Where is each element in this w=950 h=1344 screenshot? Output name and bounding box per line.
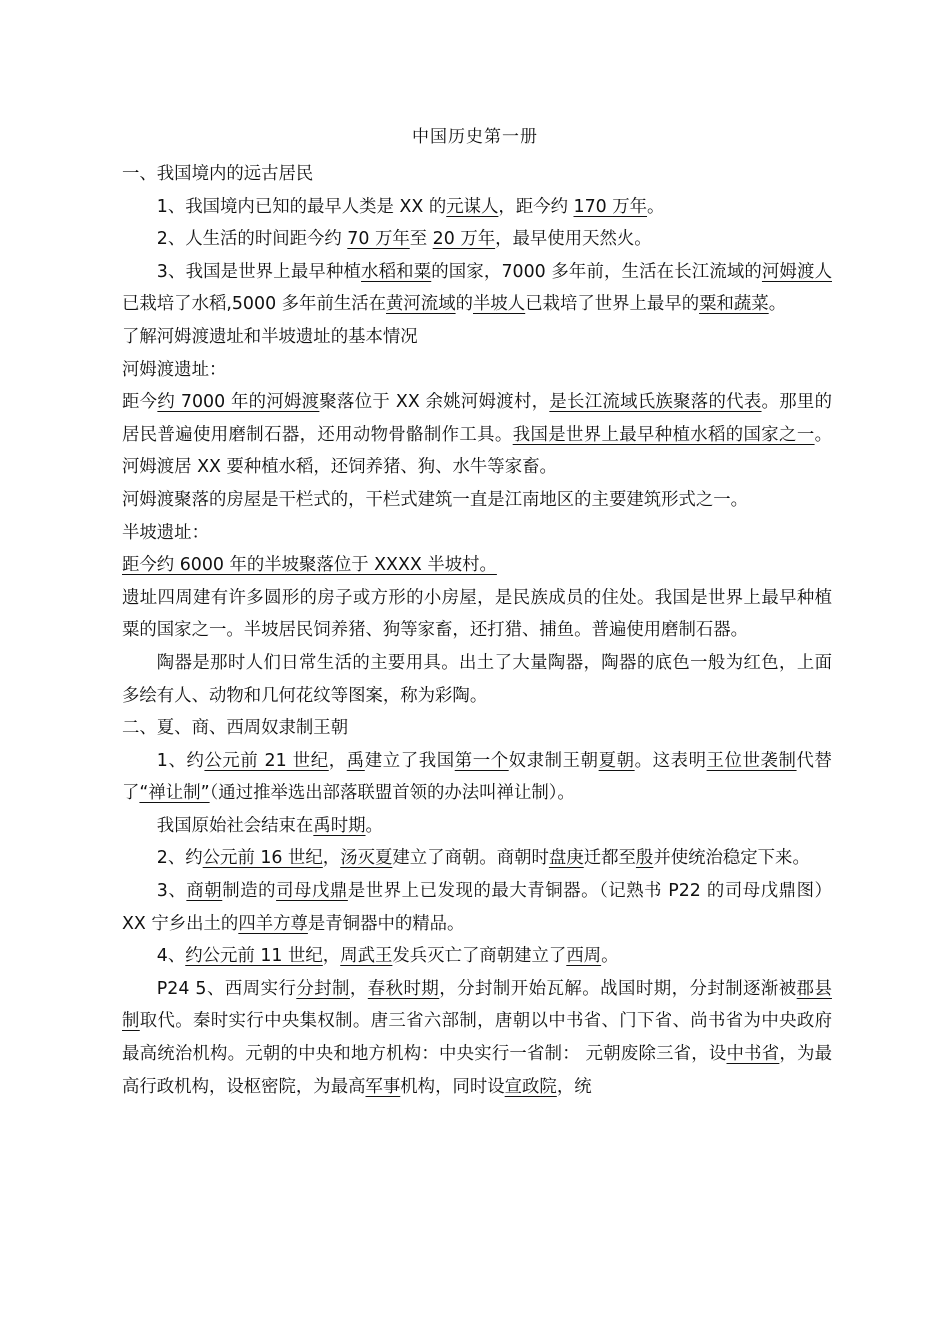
text-segment: 1、我国境内已知的最早人类是 XX 的	[156, 196, 447, 217]
text-segment: 是青铜器中的精品。	[307, 913, 465, 934]
underlined-text: 距今约 6000 年的半坡聚落位于 XXXX 半坡村。	[122, 555, 497, 576]
underlined-text: 公元前 16 世纪	[202, 848, 323, 869]
underlined-text: 禹	[346, 750, 365, 771]
paragraph	[122, 842, 832, 875]
text-segment: 奴隶制王朝	[508, 750, 599, 771]
underlined-text: 王位世袭制	[706, 750, 797, 771]
paragraph	[122, 712, 832, 745]
paragraph	[122, 647, 832, 712]
text-segment: ，	[349, 978, 368, 999]
text-segment: 3、我国是世界上最早种植	[156, 261, 362, 282]
underlined-text: 夏朝	[598, 750, 635, 771]
paragraph	[122, 973, 832, 1103]
text-segment: ，统	[556, 1076, 592, 1097]
underlined-text: 公元前 21 世纪	[204, 750, 329, 771]
paragraph	[122, 484, 832, 517]
underlined-text: 四羊方尊	[238, 913, 308, 934]
text-segment: 遗址四周建有许多圆形的房子或方形的小房屋，是民族成员的住处。我国是世界上最早种植粟的国家之一。半坡居民饲养猪、狗等家畜，还打猎、捕鱼。普遍使用磨制石器。	[122, 587, 832, 641]
text-segment: 迁都至	[583, 848, 636, 869]
underlined-text: 170 万年	[573, 196, 648, 217]
underlined-text: 周武王	[340, 946, 393, 967]
underlined-text: 春秋时期	[367, 978, 440, 999]
underlined-text: 元谋人	[446, 196, 499, 217]
underlined-text: 司母戊鼎	[276, 881, 348, 902]
underlined-text: 汤灭夏	[340, 848, 393, 869]
underlined-text: 分封制	[296, 978, 350, 999]
underlined-text: 殷	[635, 848, 654, 869]
underlined-text: 70 万年	[347, 229, 410, 250]
text-segment: ，	[322, 946, 341, 967]
paragraph	[122, 191, 832, 224]
paragraph	[122, 386, 832, 484]
underlined-text: 约 7000 年的河姆渡	[157, 392, 320, 413]
underlined-text: 水稻和粟	[361, 261, 432, 282]
underlined-text: “禅让制”	[139, 783, 210, 804]
text-segment: 发兵灭亡了商朝建立了	[392, 946, 567, 967]
underlined-text: 宣政院	[504, 1076, 557, 1097]
text-segment: 3、	[156, 881, 187, 902]
text-segment: 二、夏、商、西周奴隶制王朝	[122, 718, 349, 739]
paragraph	[122, 223, 832, 256]
paragraph	[122, 517, 832, 550]
text-segment: 。河姆渡居 XX 要种植水稻，还饲养猪、狗、水牛等家畜。	[122, 424, 832, 478]
underlined-text: 商朝	[186, 881, 223, 902]
paragraph	[122, 582, 832, 647]
text-segment: 4、	[156, 946, 186, 967]
underlined-text: 黄河流域	[386, 294, 456, 315]
text-segment: 距今	[122, 392, 158, 413]
text-segment: 机构，同时设	[400, 1076, 505, 1097]
paragraph	[122, 940, 832, 973]
underlined-text: 郡县制	[122, 978, 832, 1032]
text-segment: 。这表明	[634, 750, 707, 771]
document-body	[122, 158, 832, 1103]
text-segment: 并使统治稳定下来。	[653, 848, 810, 869]
text-segment: 代替了	[122, 750, 832, 804]
text-segment: 聚落位于 XX 余姚河姆渡村，	[319, 392, 550, 413]
text-segment: 取代。秦时实行中央集权制。唐三省六部制，唐朝以中书省、门下省、尚书省为中央政府最高统治机构。元朝的中央和地方机构：中央实行一省制： 元朝废除三省，设	[122, 1011, 832, 1065]
underlined-text: 是长江流域氏族聚落的代表	[549, 392, 762, 413]
text-segment: ，距今约	[498, 196, 574, 217]
text-segment: 。	[601, 946, 619, 967]
paragraph	[122, 745, 832, 810]
text-segment: 河姆渡遗址：	[122, 359, 227, 380]
text-segment: 1、约	[156, 750, 205, 771]
underlined-text: 我国是世界上最早种植水稻的国家之一	[512, 424, 815, 445]
underlined-text: 河姆渡人	[761, 261, 832, 282]
text-segment: P24 5、西周实行	[156, 978, 297, 999]
paragraph	[122, 810, 832, 843]
underlined-text: 军事	[365, 1076, 401, 1097]
paragraph	[122, 321, 832, 354]
text-segment: 2、约	[156, 848, 203, 869]
text-segment: 。	[647, 196, 665, 217]
paragraph	[122, 354, 832, 387]
underlined-text: 约公元前 11 世纪	[185, 946, 323, 967]
paragraph	[122, 256, 832, 321]
text-segment: ，	[328, 750, 347, 771]
text-segment: 。那里的居民普遍使用磨制石器，还用动物骨骼制作工具。	[122, 392, 832, 445]
text-segment: 2、人生活的时间距今约	[156, 229, 348, 250]
text-segment: （通过推举选出部落联盟首领的办法叫禅让制）。	[209, 783, 575, 804]
text-segment: 已栽培了水稻,5000 多年前生活在	[122, 294, 387, 315]
text-segment: 的	[455, 294, 473, 315]
underlined-text: 第一个	[454, 750, 509, 771]
text-segment: 。	[768, 294, 787, 315]
text-segment: 一、我国境内的远古居民	[122, 164, 314, 184]
text-segment: 。	[365, 815, 383, 836]
underlined-text: 20 万年	[432, 229, 496, 250]
underlined-text: 中书省	[726, 1044, 780, 1065]
underlined-text: 禹时期	[313, 815, 366, 836]
text-segment: 的国家，7000 多年前，生活在长江流域的	[431, 261, 762, 282]
text-segment: ，	[322, 848, 341, 869]
text-segment: ，分封制开始瓦解。战国时期，分封制逐渐被	[439, 978, 797, 999]
underlined-text: 半坡人	[473, 294, 526, 315]
text-segment: 已栽培了世界上最早的	[525, 294, 700, 315]
paragraph	[122, 875, 832, 940]
text-segment: 制造的	[222, 881, 277, 902]
paragraph	[122, 549, 832, 582]
text-segment: 建立了我国	[364, 750, 455, 771]
text-segment: 陶器是那时人们日常生活的主要用具。出土了大量陶器，陶器的底色一般为红色，上面多绘有人、动物和几何花纹等图案，称为彩陶。	[122, 652, 832, 706]
text-segment: 建立了商朝。商朝时	[392, 848, 549, 869]
paragraph	[122, 158, 832, 191]
text-segment: 是世界上已发现的最大青铜器。（记熟书 P22 的司母戊鼎图）XX 宁乡出土的	[122, 881, 832, 934]
underlined-text: 西周	[566, 946, 602, 967]
text-segment: ，为最高行政机构，设枢密院，为最高	[122, 1044, 832, 1097]
underlined-text: 粟和蔬菜	[699, 294, 769, 315]
underlined-text: 盘庚	[548, 848, 584, 869]
text-segment: 至	[409, 229, 433, 250]
document-title: 中国历史第一册	[412, 127, 538, 147]
text-segment: ，最早使用天然火。	[495, 229, 652, 250]
text-segment: 河姆渡聚落的房屋是干栏式的，干栏式建筑一直是江南地区的主要建筑形式之一。	[122, 489, 749, 510]
text-segment: 半坡遗址：	[122, 522, 209, 543]
text-segment: 了解河姆渡遗址和半坡遗址的基本情况	[122, 326, 418, 347]
text-segment: 我国原始社会结束在	[156, 815, 314, 836]
